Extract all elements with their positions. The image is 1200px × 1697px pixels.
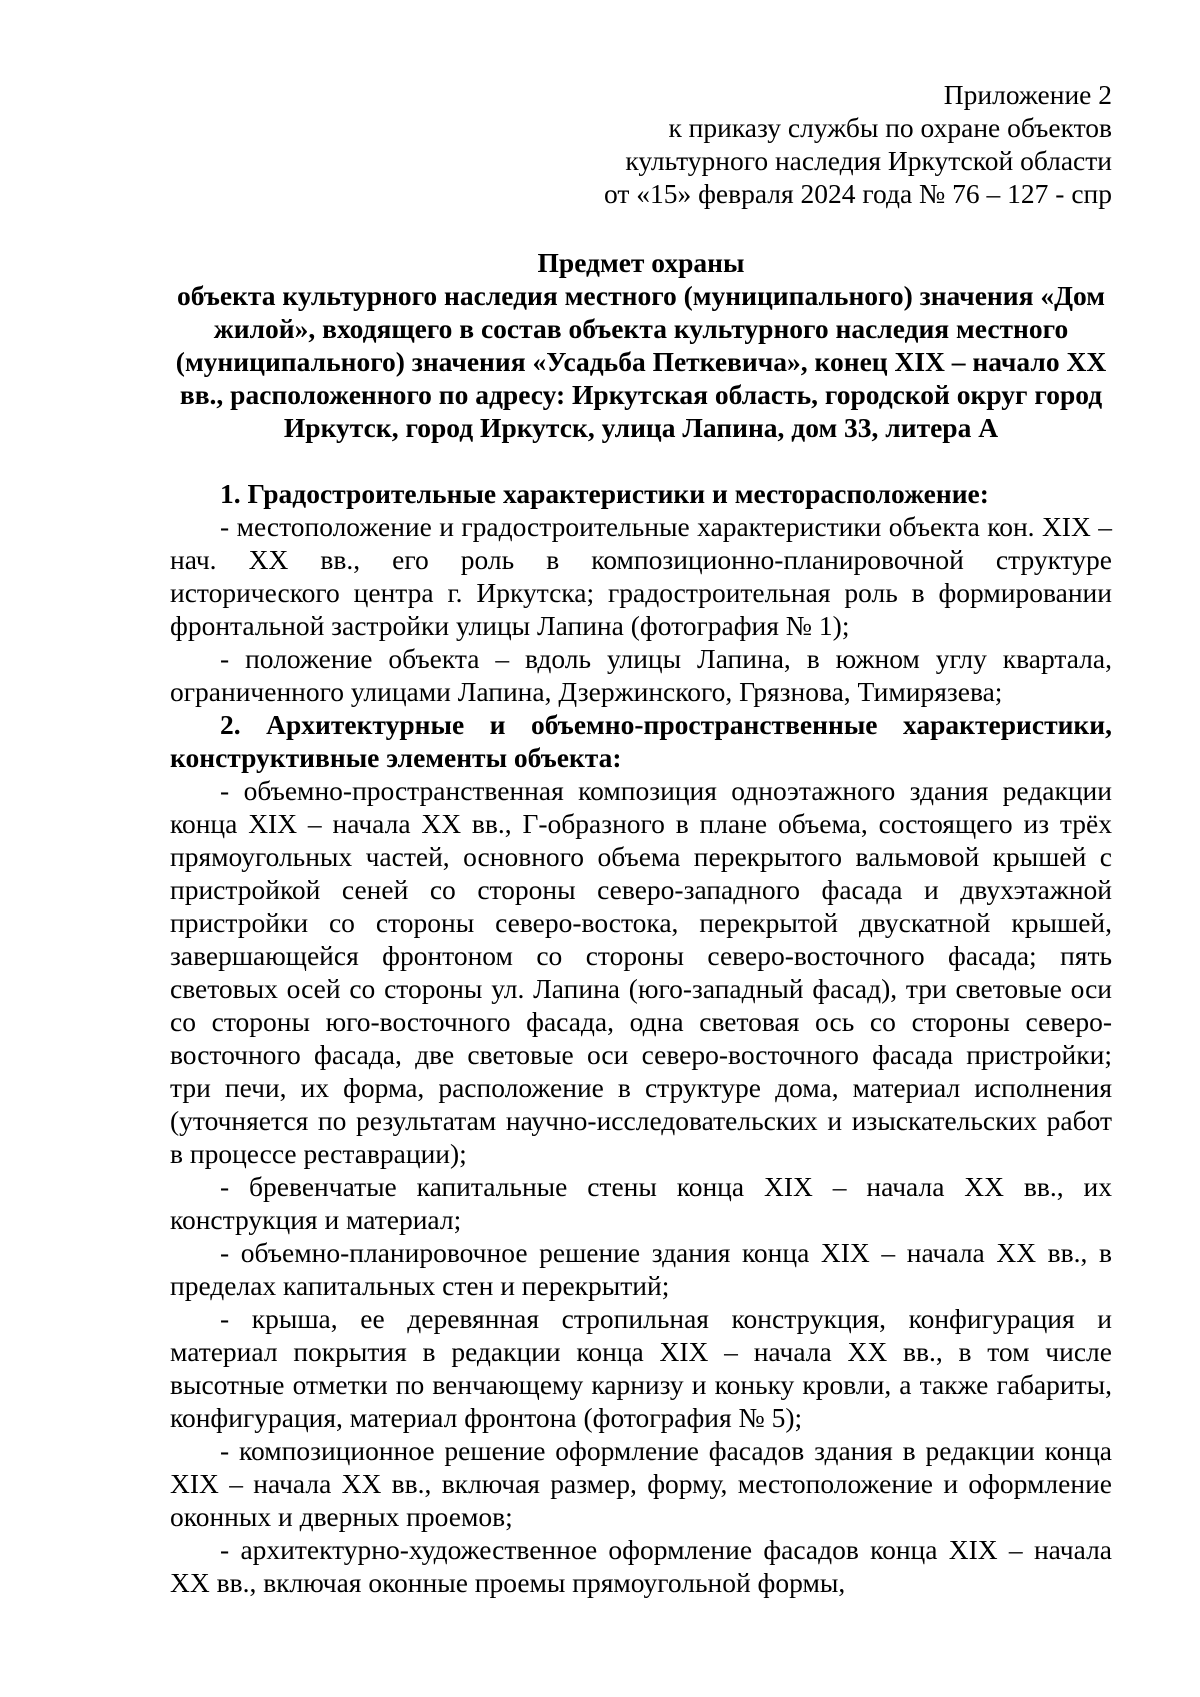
section-2-item: - объемно-пространственная композиция одноэтажного здания редакции конца XIX – начала XX вв., Г-образного в плане объема, состоящего из трёх прямоугольных частей, основного объема перекрытого вальмовой крышей с пристройкой сеней со стороны северо-западного фасада и двухэтажной пристройки со стороны северо-востока, перекрытой двускатной крышей, завершающейся фронтоном со стороны северо-восточного фасада; пять световых осей со стороны ул. Лапина (юго-западный фасад), три световые оси со стороны юго-восточного фасада, одна световая ось со стороны северо-восточного фасада, две световые оси северо-восточного фасада пристройки; три печи, их форма, расположение в структуре дома, материал исполнения (уточняется по результатам научно-исследовательских и изыскательских работ в процессе реставрации); xyxy=(170,775,1112,1169)
section-1-item: - местоположение и градостроительные характеристики объекта кон. XIX – нач. XX вв., его роль в композиционно-планировочной структуре исторического центра г. Иркутска; градостроительная роль в формировании фронтальной застройки улицы Лапина (фотография № 1); xyxy=(170,511,1112,641)
appendix-header xyxy=(170,78,1112,210)
appendix-line-3: культурного наследия Иркутской области xyxy=(625,145,1112,176)
section-1-heading: 1. Градостроительные характеристики и месторасположение: xyxy=(220,478,989,509)
appendix-line-2: к приказу службы по охране объектов xyxy=(668,112,1112,143)
section-2-item: - объемно-планировочное решение здания конца XIX – начала XX вв., в пределах капитальных стен и перекрытий; xyxy=(170,1237,1112,1301)
document-title xyxy=(170,246,1112,444)
document-body xyxy=(170,477,1112,1599)
title-subtitle: объекта культурного наследия местного (муниципального) значения «Дом жилой», входящего в состав объекта культурного наследия местного (муниципального) значения «Усадьба Петкевича», конец XIX – начало XX вв., расположенного по адресу: Иркутская область, городской округ город Иркутск, город Иркутск, улица Лапина, дом 33, литера А xyxy=(175,280,1107,443)
section-2-item: - композиционное решение оформление фасадов здания в редакции конца XIX – начала XX вв., включая размер, форму, местоположение и оформление оконных и дверных проемов; xyxy=(170,1435,1112,1532)
appendix-line-1: Приложение 2 xyxy=(943,79,1112,110)
section-2-item: - крыша, ее деревянная стропильная конструкция, конфигурация и материал покрытия в редакции конца XIX – начала XX вв., в том числе высотные отметки по венчающему карнизу и коньку кровли, а также габариты, конфигурация, материал фронтона (фотография № 5); xyxy=(170,1303,1112,1433)
title-main: Предмет охраны xyxy=(537,247,745,278)
appendix-line-4: от «15» февраля 2024 года № 76 – 127 - спр xyxy=(603,178,1112,209)
section-2-heading: 2. Архитектурные и объемно-пространственные характеристики, конструктивные элементы объекта: xyxy=(170,709,1112,773)
section-1-item: - положение объекта – вдоль улицы Лапина, в южном углу квартала, ограниченного улицами Лапина, Дзержинского, Грязнова, Тимирязева; xyxy=(170,643,1112,707)
section-2-item: - бревенчатые капитальные стены конца XIX – начала XX вв., их конструкция и материал; xyxy=(170,1171,1112,1235)
document-content xyxy=(170,78,1112,1599)
section-2-item: - архитектурно-художественное оформление фасадов конца XIX – начала XX вв., включая оконные проемы прямоугольной формы, xyxy=(170,1534,1112,1598)
